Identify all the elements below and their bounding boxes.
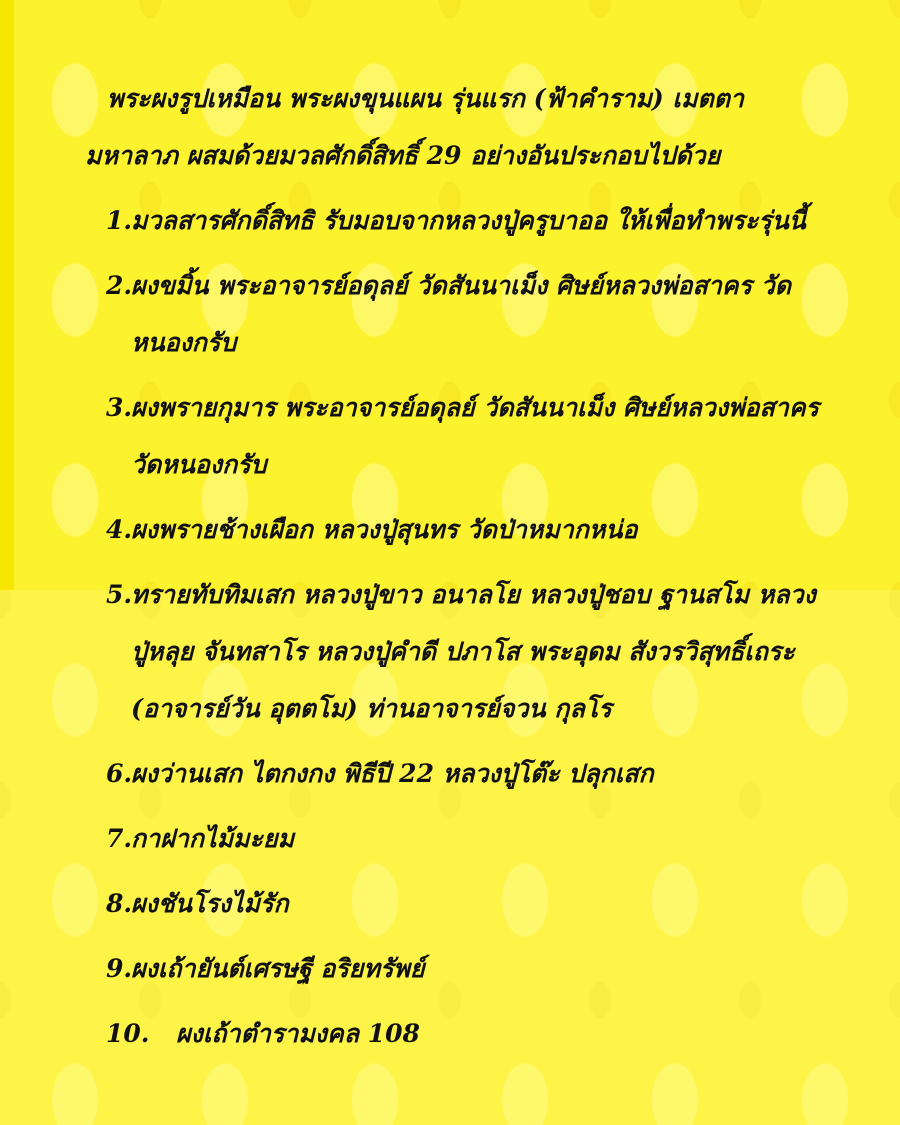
item-number: 4.	[106, 515, 133, 544]
item-number: 9.	[106, 954, 133, 983]
list-item	[0, 379, 900, 493]
item-number: 1.	[106, 206, 133, 235]
item-text: ผงชันโรงไม้รัก	[131, 889, 289, 918]
intro-paragraph: พระผงรูปเหมือน พระผงขุนแผน รุ่นแรก (ฟ้าคำราม) เมตตา มหาลาภ ผสมด้วยมวลศักดิ์สิทธิ์ 29 อย่างอันประกอบไปด้วย	[85, 84, 744, 170]
item-number: 8.	[106, 889, 133, 918]
document-body	[0, 70, 900, 1062]
item-number: 2.	[106, 271, 133, 300]
ingredient-list	[0, 192, 900, 1062]
item-text: กาฝากไม้มะยม	[131, 824, 295, 853]
item-text: ผงพรายกุมาร พระอาจารย์อดุลย์ วัดสันนาเม็ง ศิษย์หลวงพ่อสาคร วัดหนองกรับ	[131, 393, 819, 479]
list-item	[0, 501, 900, 558]
item-text: ทรายทับทิมเสก หลวงปู่ขาว อนาลโย หลวงปู่ชอบ ฐานสโม หลวงปู่หลุย จันทสาโร หลวงปู่คำดี ปภาโส พระอุดม สังวรวิสุทธิ์เถระ (อาจารย์วัน อุตตโม) ท่านอาจารย์จวน กุลโร	[131, 580, 816, 723]
item-text: ผงเถ้าตำรามงคล 108	[176, 1019, 420, 1048]
item-number: 7.	[106, 824, 133, 853]
item-text: ผงว่านเสก ไตกงกง พิธีปี 22 หลวงปู่โต๊ะ ปลุกเสก	[131, 759, 654, 788]
item-number: 6.	[106, 759, 133, 788]
item-number: 5.	[106, 580, 133, 609]
item-text: ผงเถ้ายันต์เศรษฐี อริยทรัพย์	[131, 954, 425, 983]
list-item	[0, 810, 900, 867]
item-text: มวลสารศักดิ์สิทธิ รับมอบจากหลวงปู่ครูบาออ ให้เพื่อทำพระรุ่นนี้	[131, 206, 806, 235]
item-text: ผงขมิ้น พระอาจารย์อดุลย์ วัดสันนาเม็ง ศิษย์หลวงพ่อสาคร วัดหนองกรับ	[131, 271, 791, 357]
list-item	[0, 875, 900, 932]
list-item	[0, 1005, 900, 1062]
item-number: 10.	[106, 1019, 150, 1048]
list-item	[0, 566, 900, 737]
item-text: ผงพรายช้างเผือก หลวงปู่สุนทร วัดป่าหมากหน่อ	[131, 515, 638, 544]
list-item	[0, 257, 900, 371]
list-item	[0, 940, 900, 997]
list-item	[0, 745, 900, 802]
list-item	[0, 192, 900, 249]
item-number: 3.	[106, 393, 133, 422]
